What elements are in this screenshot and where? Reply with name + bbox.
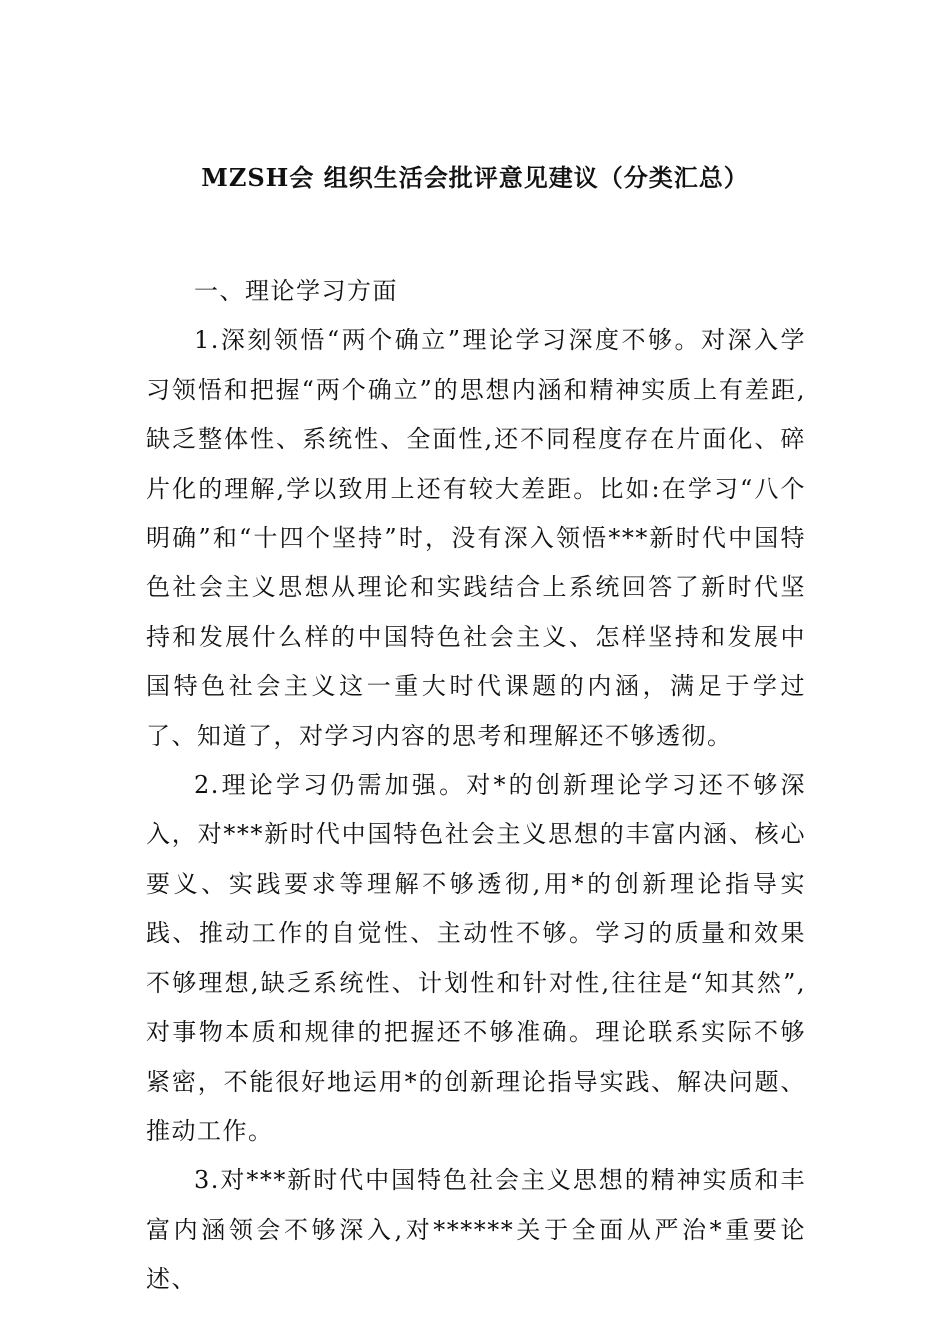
paragraph-2: 2.理论学习仍需加强。对*的创新理论学习还不够深入，对***新时代中国特色社会主义思想的丰富内涵、核心要义、实践要求等理解不够透彻,用*的创新理论指导实践、推动工作的自觉性、主动性不够。学习的质量和效果不够理想,缺乏系统性、计划性和针对性,往往是“知其然”,对事物本质和规律的把握还不够准确。理论联系实际不够紧密，不能很好地运用*的创新理论指导实践、解决问题、推动工作。 — [146, 771, 806, 1145]
section-heading: 一、理论学习方面 — [194, 277, 398, 305]
document-body — [146, 267, 806, 1305]
document-title: MZSH会 组织生活会批评意见建议（分类汇总） — [201, 163, 749, 192]
paragraph-3: 3.对***新时代中国特色社会主义思想的精神实质和丰富内涵领会不够深入,对******关于全面从严治*重要论述、 — [146, 1166, 806, 1294]
paragraph-1: 1.深刻领悟“两个确立”理论学习深度不够。对深入学习领悟和把握“两个确立”的思想内涵和精神实质上有差距,缺乏整体性、系统性、全面性,还不同程度存在片面化、碎片化的理解,学以致用上还有较大差距。比如:在学习“八个明确”和“十四个坚持”时，没有深入领悟***新时代中国特色社会主义思想从理论和实践结合上系统回答了新时代坚持和发展什么样的中国特色社会主义、怎样坚持和发展中国特色社会主义这一重大时代课题的内涵，满足于学过了、知道了，对学习内容的思考和理解还不够透彻。 — [146, 326, 806, 750]
